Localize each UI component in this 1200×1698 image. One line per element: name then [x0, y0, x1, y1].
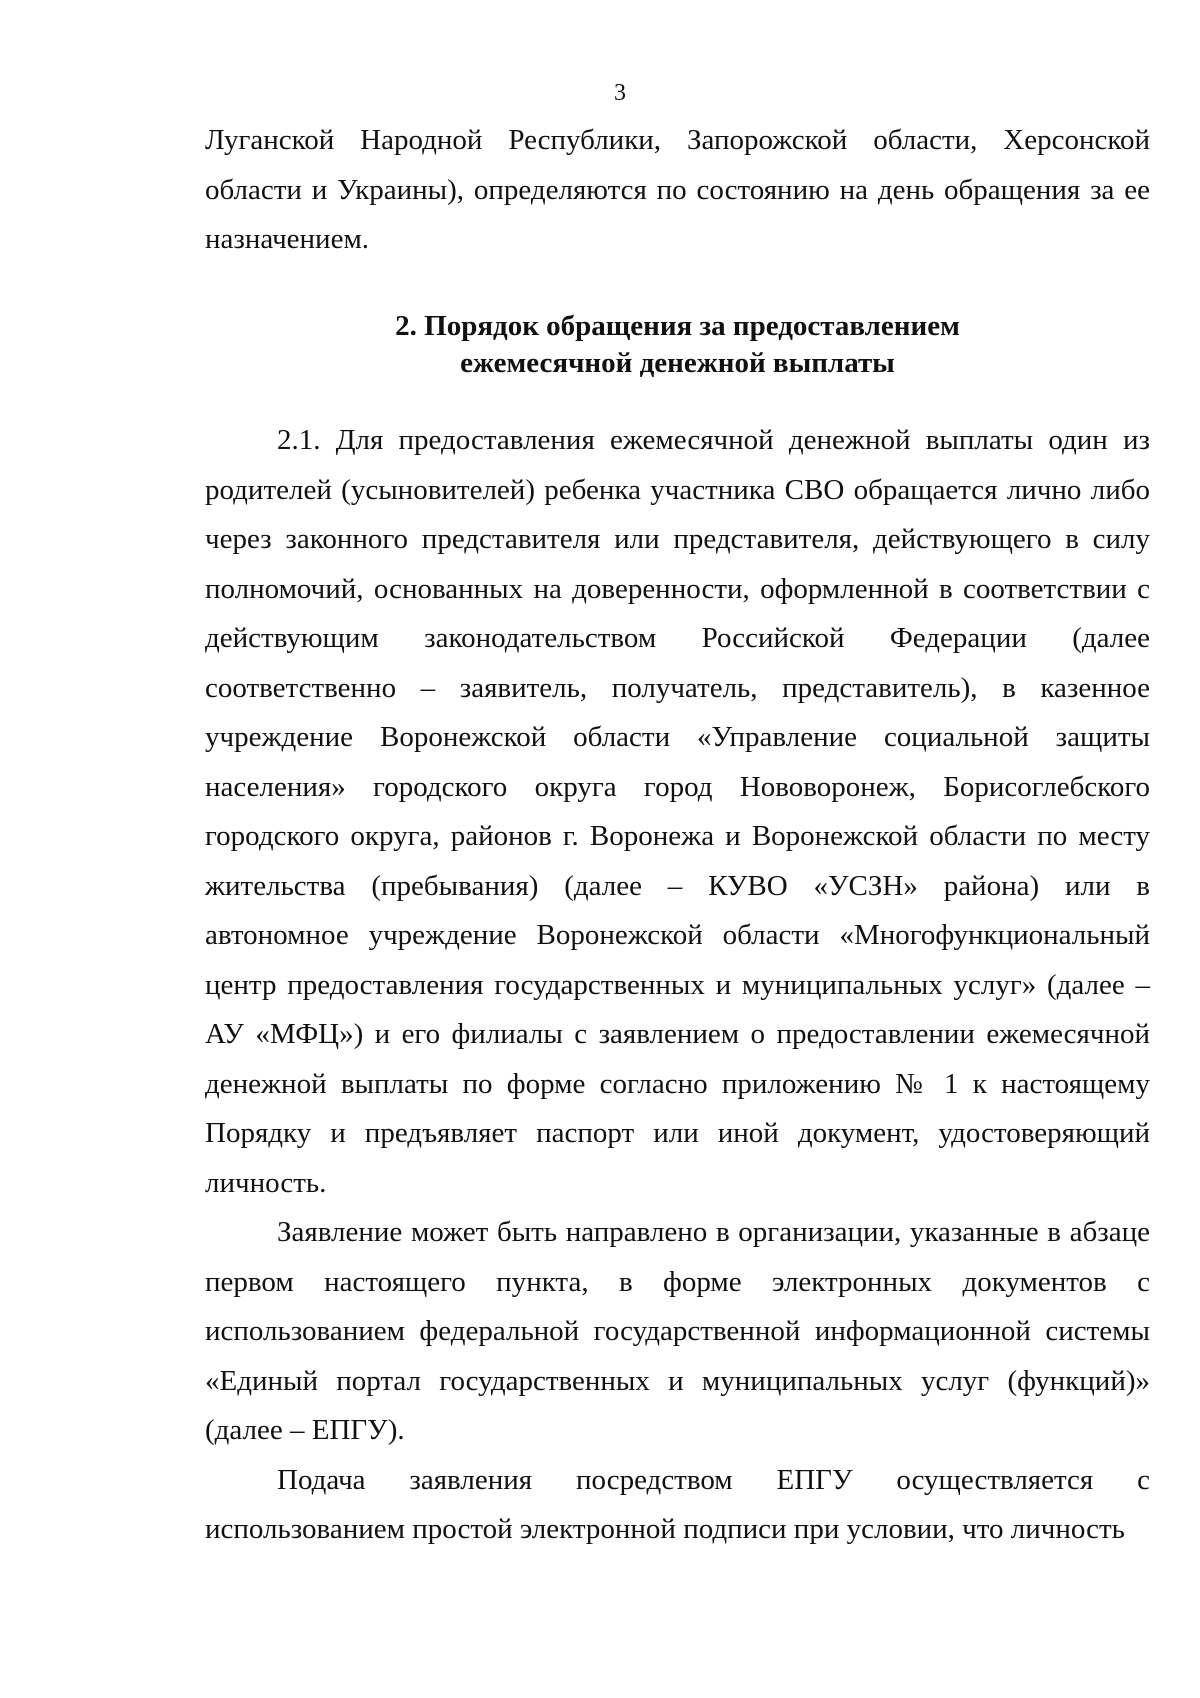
page-number: 3 [614, 80, 626, 106]
section-heading [0, 308, 1200, 382]
intro-paragraph: Луганской Народной Республики, Запорожской области, Херсонской области и Украины), определяются по состоянию на день обращения за ее назначением. [205, 124, 1150, 255]
paragraph-2-1: 2.1. Для предоставления ежемесячной денежной выплаты один из родителей (усыновителей) ребенка участника СВО обращается лично либо через законного представителя или представителя, действующего в силу полномочий, основанных на доверенности, оформленной в соответствии с действующим законодательством Российской Федерации (далее соответственно – заявитель, получатель, представитель), в казенное учреждение Воронежской области «Управление социальной защиты населения» городского округа город Нововоронеж, Борисоглебского городского округа, районов г. Воронежа и Воронежской области по месту жительства (пребывания) (далее – КУВО «УСЗН» района) или в автономное учреждение Воронежской области «Многофункциональный центр предоставления государственных и муниципальных услуг» (далее – АУ «МФЦ») и его филиалы с заявлением о предоставлении ежемесячной денежной выплаты по форме согласно приложению № 1 к настоящему Порядку и предъявляет паспорт или иной документ, удостоверяющий личность. [205, 424, 1150, 1199]
paragraph-epgu-application: Заявление может быть направлено в организации, указанные в абзаце первом настоящего пункта, в форме электронных документов с использованием федеральной государственной информационной системы «Единый портал государственных и муниципальных услуг (функций)» (далее – ЕПГУ). [205, 1216, 1150, 1446]
paragraph-epgu-signature: Подача заявления посредством ЕПГУ осуществляется с использованием простой электронной подписи при условии, что личность [205, 1463, 1150, 1545]
section-body [205, 416, 1150, 1555]
section-heading-line-2: ежемесячной денежной выплаты [460, 347, 895, 379]
section-heading-line-1: 2. Порядок обращения за предоставлением [395, 310, 960, 342]
intro-block [205, 116, 1150, 265]
